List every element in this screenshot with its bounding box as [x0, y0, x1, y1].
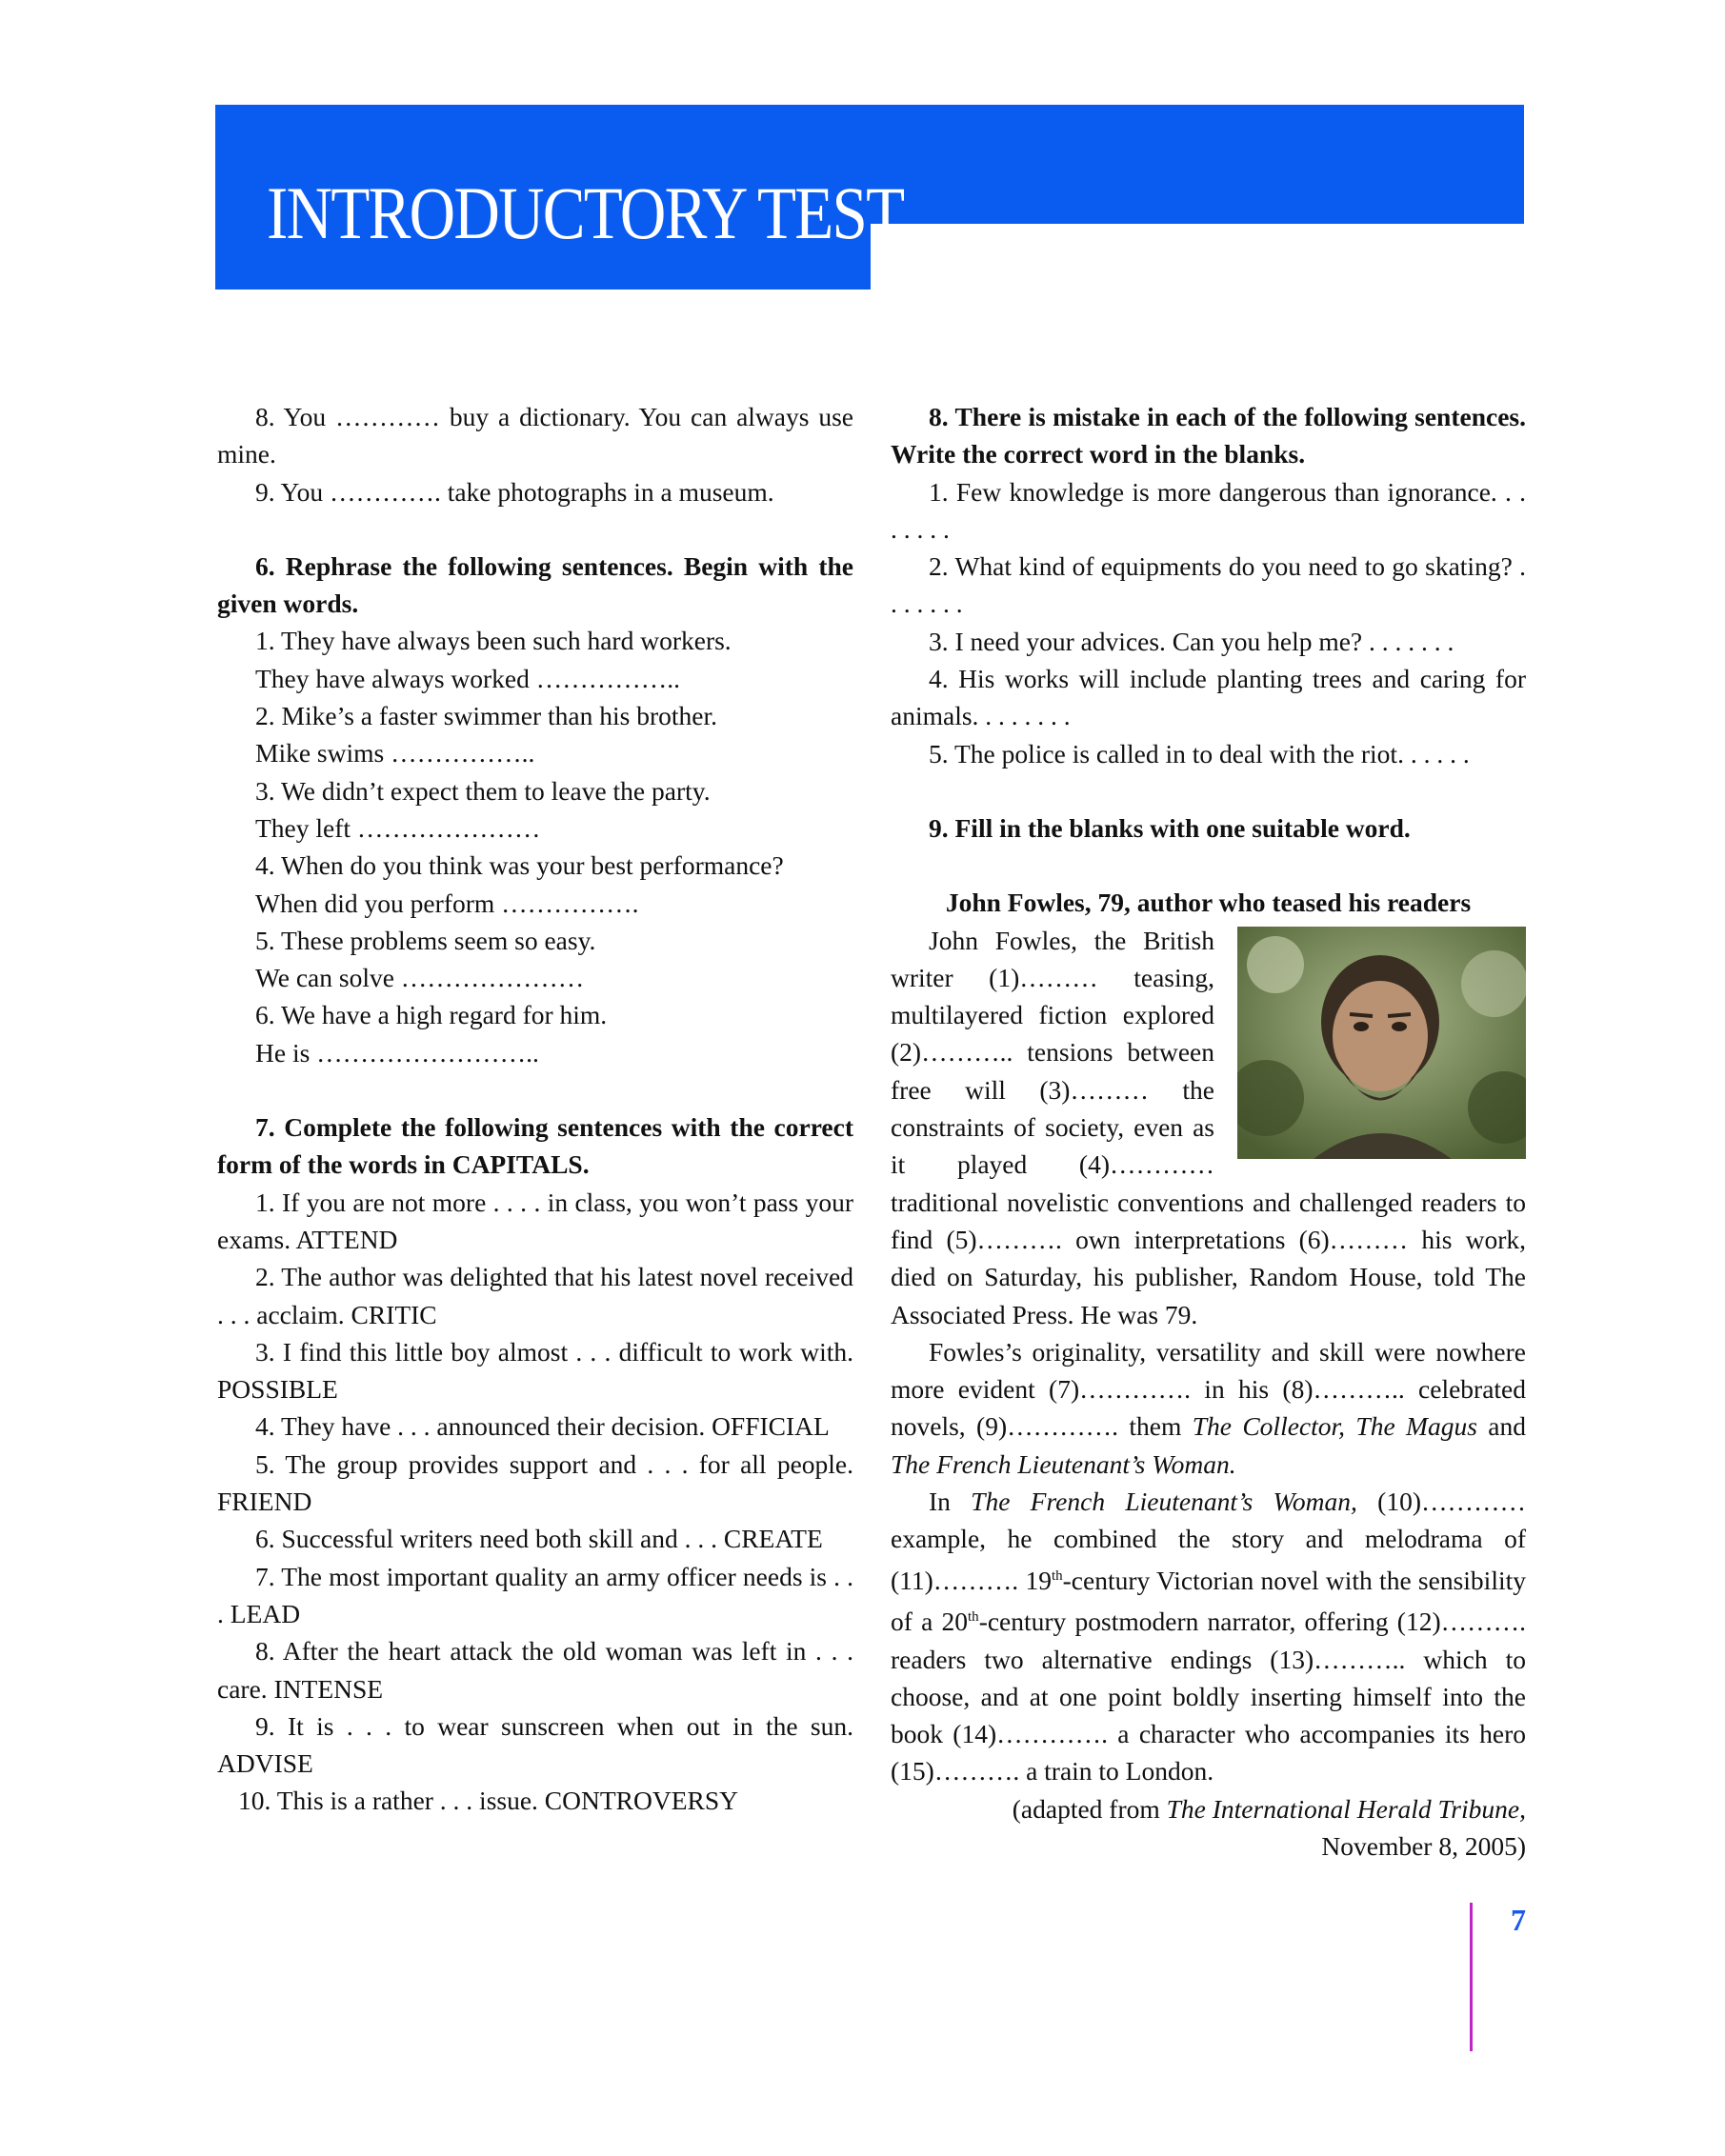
- exercise-8-heading: 8. There is mistake in each of the following sentences. Write the correct word in the blanks.: [891, 402, 1526, 469]
- exercise-item: 5. The group provides support and . . . for all people. FRIEND: [217, 1448, 853, 1517]
- exercise-line: 2. Mike’s a faster swimmer than his brother.: [255, 701, 717, 731]
- exercise-item: 4. His works will include planting trees and caring for animals. . . . . . . .: [891, 664, 1526, 731]
- exercise-item: 6. Successful writers need both skill and . . . CREATE: [255, 1524, 823, 1554]
- exercise-item: 1. If you are not more . . . . in class, you won’t pass your exams. ATTEND: [217, 1187, 853, 1254]
- exercise-item: 7. The most important quality an army officer needs is . . . LEAD: [217, 1561, 853, 1628]
- exercise-item: 2. The author was delighted that his latest novel received . . . acclaim. CRITIC: [217, 1262, 853, 1329]
- exercise-item: 8. After the heart attack the old woman was left in . . . care. INTENSE: [217, 1636, 853, 1704]
- article-title: John Fowles, 79, author who teased his readers: [945, 888, 1472, 918]
- exercise-line: 5. These problems seem so easy.: [255, 925, 596, 955]
- page-title: INTRODUCTORY TEST: [267, 171, 904, 254]
- exercise-line: 1. They have always been such hard workers.: [255, 626, 732, 656]
- exercise-item: 1. Few knowledge is more dangerous than ignorance. . . . . . . .: [891, 476, 1526, 544]
- exercise-line: 4. When do you think was your best performance?: [255, 850, 784, 881]
- article-paragraph-2: Fowles’s originality, versatility and skill were nowhere more evident (7)…………. in his (8)……….. celebrated novels, (9)…………. them The Collector, The Magus and The French Lieutenant’s Woman.: [891, 1336, 1526, 1479]
- exercise-item: 10. This is a rather . . . issue. CONTROVERSY: [238, 1786, 739, 1816]
- exercise-line: When did you perform …………….: [255, 888, 639, 918]
- exercise-line: Mike swims ……………..: [255, 738, 535, 769]
- exercise-9-heading: 9. Fill in the blanks with one suitable word.: [929, 812, 1411, 843]
- exercise-item: 8. You ………… buy a dictionary. You can always use mine.: [217, 402, 853, 469]
- article-paragraph-3: In The French Lieutenant’s Woman, (10)………… example, he combined the story and melodrama of (11)………. 19th-century Victorian novel with the sensibility of a 20th-century postmodern narrator, offering (12)………. readers two alternative endings (13)……….. which to choose, and at one point boldly inserting himself into the book (14)…………. a character who accompanies its hero (15)………. a train to London.: [891, 1487, 1526, 1787]
- author-photo: [1237, 927, 1526, 1159]
- exercise-item: 3. I find this little boy almost . . . difficult to work with. POSSIBLE: [217, 1336, 853, 1405]
- exercise-line: 6. We have a high regard for him.: [255, 1000, 608, 1030]
- exercise-item: 5. The police is called in to deal with the riot. . . . . .: [929, 738, 1470, 769]
- exercise-item: 4. They have . . . announced their decision. OFFICIAL: [255, 1411, 830, 1442]
- exercise-item: 9. You …………. take photographs in a museum.: [255, 476, 774, 507]
- exercise-item: 3. I need your advices. Can you help me? . . . . . . .: [929, 626, 1454, 656]
- page-number-rule: [1470, 1903, 1473, 2051]
- exercise-line: He is ……………………..: [255, 1037, 539, 1068]
- article-body: [891, 922, 1526, 1866]
- page-number: 7: [1511, 1903, 1526, 1937]
- article-paragraph-1: John Fowles, the British writer (1)……… teasing, multilayered fiction explored (2)……….. tensions between free will (3)……… the constraints of society, even as it played (4)………… traditional novelistic conventions and challenged readers to find (5)………. own interpretations (6)……… his work, died on Saturday, his publisher, Random House, told The Associated Press. He was 79.: [891, 925, 1526, 1329]
- exercise-line: They have always worked ……………..: [255, 663, 681, 693]
- left-column: [217, 398, 853, 1820]
- exercise-line: They left …………………: [255, 812, 541, 843]
- article-source: (adapted from The International Herald Tribune,: [1012, 1793, 1526, 1824]
- author-portrait-image: [1237, 927, 1526, 1159]
- exercise-7-heading: 7. Complete the following sentences with the correct form of the words in CAPITALS.: [217, 1112, 853, 1180]
- exercise-6-heading: 6. Rephrase the following sentences. Begin with the given words.: [217, 550, 853, 619]
- exercise-item: 9. It is . . . to wear sunscreen when out in the sun. ADVISE: [217, 1710, 853, 1779]
- exercise-line: We can solve …………………: [255, 963, 585, 993]
- right-column: [891, 398, 1526, 1865]
- exercise-line: 3. We didn’t expect them to leave the party.: [255, 775, 711, 806]
- exercise-item: 2. What kind of equipments do you need to go skating? . . . . . . .: [891, 551, 1526, 619]
- article-source-date: November 8, 2005): [1321, 1831, 1526, 1861]
